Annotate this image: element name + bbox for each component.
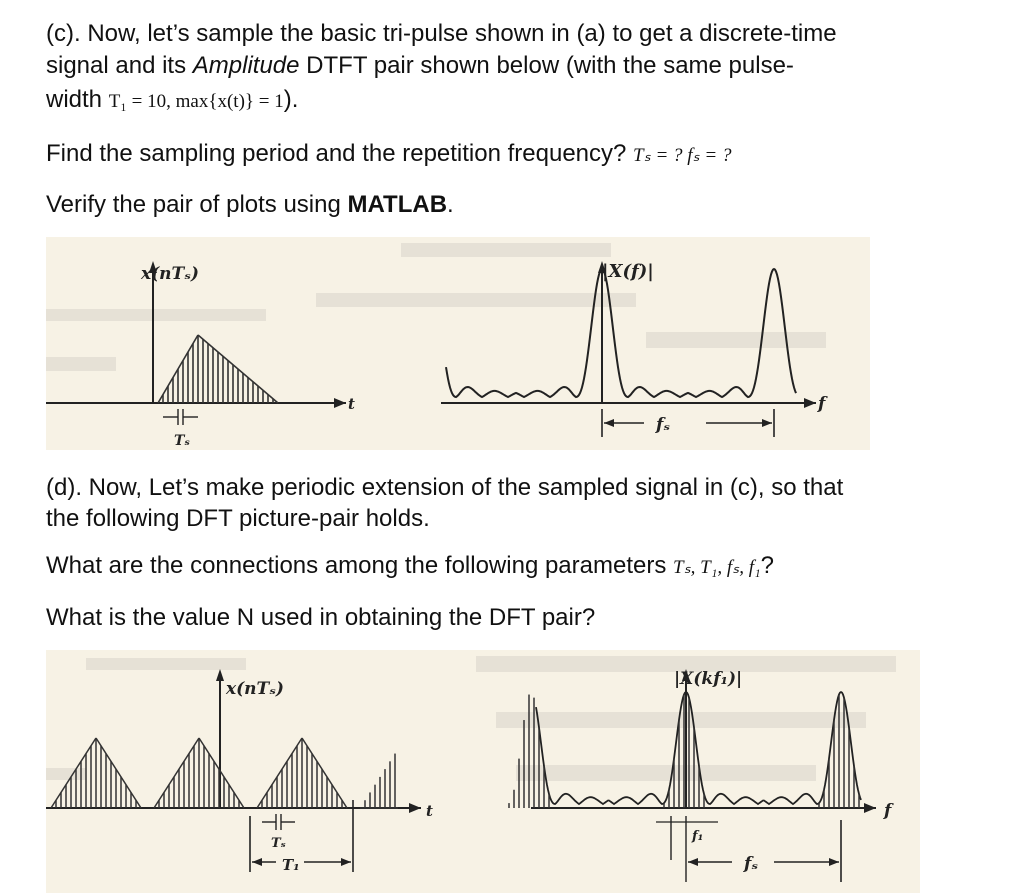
figure-d-left-xlabel: t — [426, 802, 433, 820]
figure-d-spectral-lines — [509, 695, 859, 808]
figure-d — [46, 650, 920, 893]
part-d-line-2: the following DFT picture-pair holds. — [46, 505, 430, 532]
part-c-line-3-post: ). — [283, 86, 299, 113]
d-fs-arrowhead-right — [829, 858, 839, 866]
d-right-freq-arrow — [864, 803, 876, 813]
figure-d-samples — [51, 738, 398, 808]
triangle-edge — [257, 738, 302, 808]
figure-c-right-ylabel: |X(f)| — [602, 261, 654, 282]
verify-pre: Verify the pair of plots using — [46, 191, 348, 218]
figure-d-right-ylabel: |X(kf₁)| — [674, 669, 743, 689]
amplitude-word: Amplitude — [192, 52, 300, 79]
parameters-formula: Tₛ, T₁, fₛ, f₁ — [673, 557, 761, 578]
left-time-arrow — [334, 398, 346, 408]
figure-c-fs-label: fₛ — [656, 415, 671, 435]
t1-arrowhead-left — [252, 858, 262, 866]
fs-arrowhead-left — [604, 419, 614, 427]
part-c-line-2-post: DTFT pair shown below (with the same pulse- — [299, 52, 794, 79]
figure-d-left-ylabel: x(nTₛ) — [226, 679, 284, 699]
part-d-question — [46, 550, 774, 584]
figure-c-ts-label: Tₛ — [174, 433, 190, 449]
part-d-question-mark: ? — [760, 552, 774, 579]
figure-d-right-xlabel: f — [884, 801, 892, 821]
d-left-time-arrow — [409, 803, 421, 813]
part-c-question — [46, 138, 731, 172]
part-c-line-1: (c). Now, let’s sample the basic tri-pulse shown in (a) to get a discrete-time — [46, 20, 837, 47]
triangle-edge — [199, 738, 244, 808]
part-c-line-3-pre: width — [46, 86, 109, 113]
figure-c-left-xlabel: t — [348, 395, 355, 413]
figure-d-ts-label: Tₛ — [271, 836, 286, 851]
pulse-width-formula: T₁ = 10, max{x(t)} = 1 — [108, 91, 284, 112]
ts-fs-formula: Tₛ = ? fₛ = ? — [633, 145, 732, 166]
part-c-question-text: Find the sampling period and the repetition frequency? — [46, 140, 627, 167]
figure-d-t1-label: T₁ — [282, 856, 300, 874]
figure-d-f1-label: f₁ — [692, 829, 704, 844]
triangle-edge — [96, 738, 141, 808]
part-c-verify — [46, 189, 454, 221]
triangle-edge — [302, 738, 347, 808]
verify-post: . — [447, 191, 454, 218]
fs-arrowhead-right — [762, 419, 772, 427]
right-freq-arrow — [804, 398, 816, 408]
figure-c — [46, 237, 870, 450]
figure-c-svg — [46, 237, 870, 450]
figure-d-fs-label: fₛ — [744, 854, 759, 874]
d-fs-arrowhead-left — [688, 858, 698, 866]
figure-d-svg — [46, 650, 920, 893]
d-left-amplitude-arrow — [216, 669, 224, 681]
part-c-line-2-pre: signal and its — [46, 52, 193, 79]
part-c-line-3 — [46, 84, 298, 118]
part-d-question-text: What are the connections among the following parameters — [46, 552, 667, 579]
matlab-word: MATLAB — [347, 191, 448, 218]
figure-c-samples — [158, 335, 278, 403]
part-d-line-1: (d). Now, Let’s make periodic extension of the sampled signal in (c), so that — [46, 474, 844, 501]
triangle-edge — [154, 738, 199, 808]
figure-c-right-xlabel: f — [818, 394, 826, 414]
figure-c-left-ylabel: x(nTₛ) — [141, 264, 199, 284]
t1-arrowhead-right — [341, 858, 351, 866]
part-d-question-2: What is the value N used in obtaining the DFT pair? — [46, 604, 596, 631]
part-c-line-2 — [46, 50, 794, 82]
